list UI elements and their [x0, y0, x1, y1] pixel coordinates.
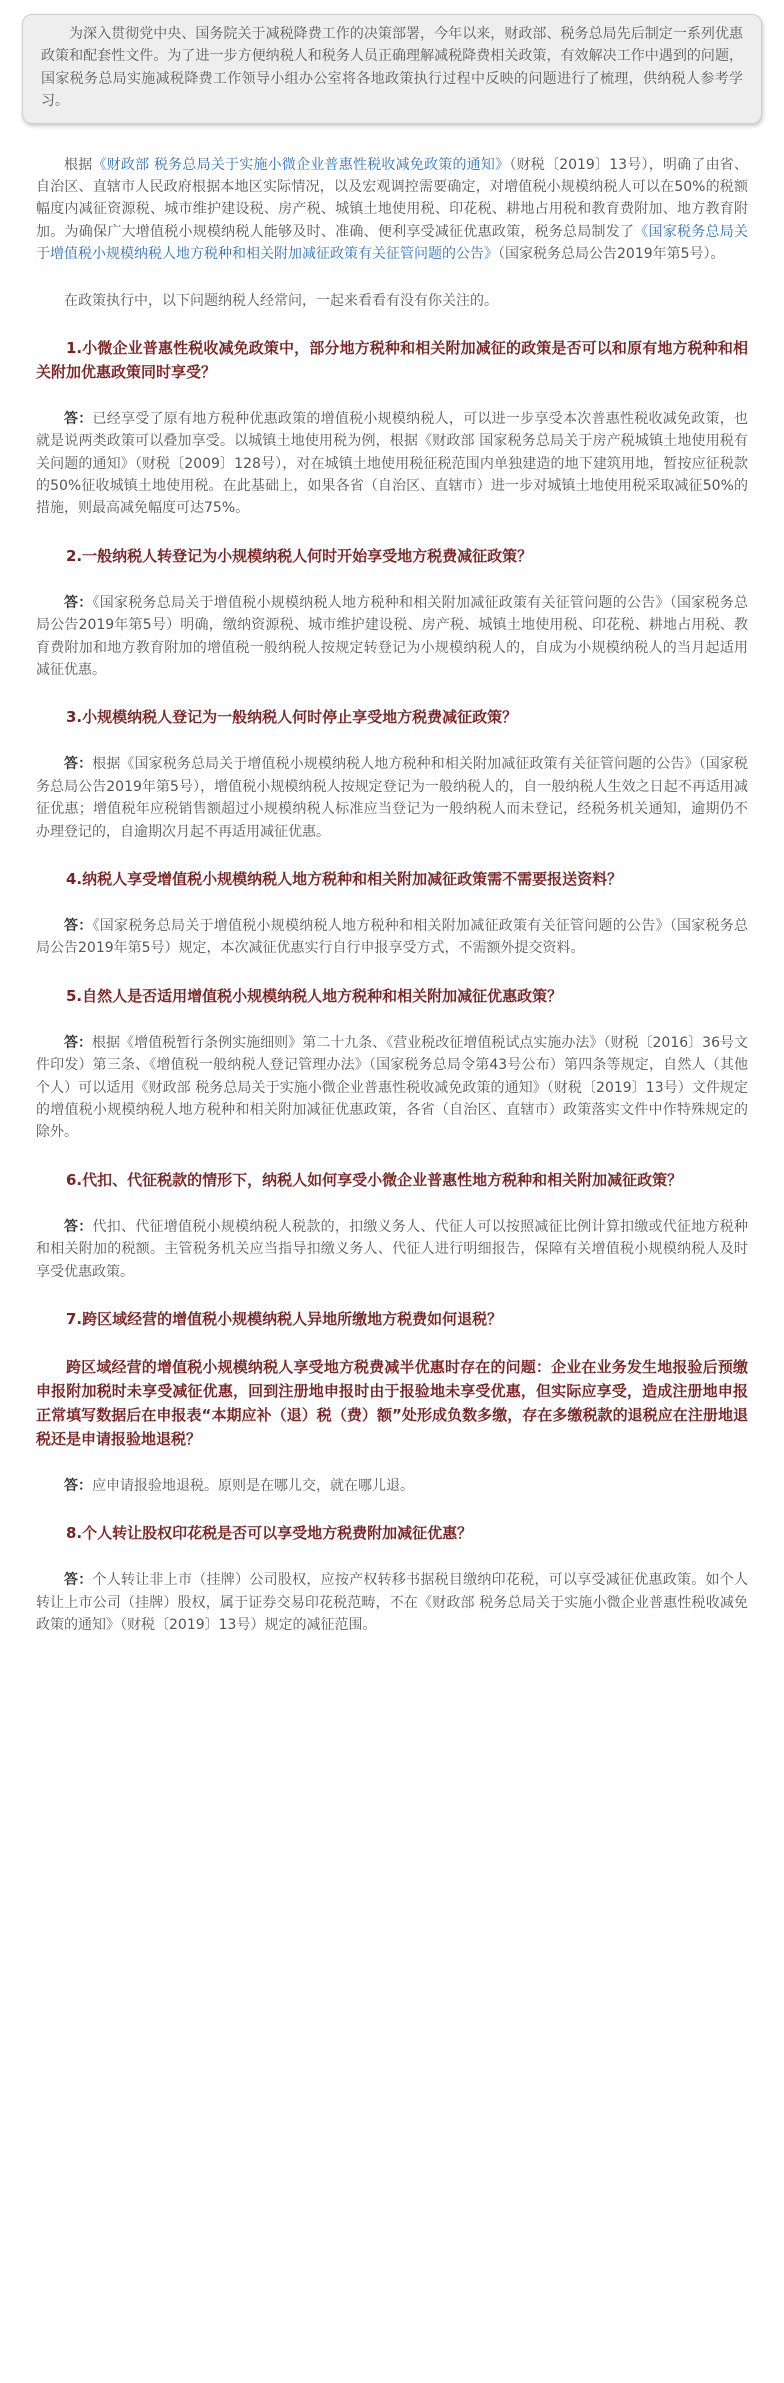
answer-label: 答：	[64, 410, 93, 427]
answer-label: 答：	[64, 1477, 92, 1494]
question-4: 4.纳税人享受增值税小规模纳税人地方税种和相关附加减征政策需不需要报送资料？	[66, 869, 623, 888]
question-7: 7.跨区域经营的增值税小规模纳税人异地所缴地方税费如何退税？	[66, 1309, 503, 1328]
answer-1	[22, 408, 762, 520]
answer-text: 《国家税务总局关于增值税小规模纳税人地方税种和相关附加减征政策有关征管问题的公告》（国家税务总局公告2019年第5号）规定，本次减征优惠实行自行申报享受方式，不需额外提交资料。	[36, 917, 748, 957]
answer-7	[22, 1475, 762, 1497]
answer-label: 答：	[64, 756, 93, 773]
answer-text: 《国家税务总局关于增值税小规模纳税人地方税种和相关附加减征政策有关征管问题的公告》（国家税务总局公告2019年第5号）明确，缴纳资源税、城市维护建设税、房产税、城镇土地使用税、印花税、耕地占用税、教育费附加和地方教育附加的增值税一般纳税人按规定转登记为小规模纳税人的，自成为小规模纳税人的当月起适用减征优惠。	[36, 594, 748, 679]
question-3: 3.小规模纳税人登记为一般纳税人何时停止享受地方税费减征政策？	[66, 708, 518, 727]
answer-text: 个人转让非上市（挂牌）公司股权，应按产权转移书据税目缴纳印花税，可以享受减征优惠政策。如个人转让上市公司（挂牌）股权，属于证券交易印花税范畴，不在《财政部 税务总局关于实施小微企业普惠性税收减免政策的通知》（财税〔2019〕13号）规定的减征范围。	[36, 1572, 749, 1634]
intro-text: 为深入贯彻党中央、国务院关于减税降费工作的决策部署，今年以来，财政部、税务总局先后制定一系列优惠政策和配套性文件。为了进一步方便纳税人和税务人员正确理解减税降费相关政策，有效解决工作中遇到的问题，国家税务总局实施减税降费工作领导小组办公室将各地政策执行过程中反映的问题进行了梳理，供纳税人参考学习。	[41, 26, 743, 110]
basis-text-1: 根据	[64, 156, 93, 173]
lead-paragraph: 在政策执行中，以下问题纳税人经常问，一起来看看有没有你关注的。	[64, 292, 498, 309]
answer-label: 答：	[64, 1034, 93, 1051]
answer-8	[22, 1569, 762, 1636]
problem-description: 跨区域经营的增值税小规模纳税人享受地方税费减半优惠时存在的问题：企业在业务发生地报验后预缴申报附加税时未享受减征优惠，回到注册地申报时由于报验地未享受优惠，但实际应享受，造成注册地申报正常填写数据后在申报表“本期应补（退）税（费）额”处形成负数多缴，存在多缴税款的退税应在注册地退税还是申请报验地退税？	[36, 1357, 748, 1448]
answer-text: 根据《增值税暂行条例实施细则》第二十九条、《营业税改征增值税试点实施办法》（财税〔2016〕36号文件印发）第三条、《增值税一般纳税人登记管理办法》（国家税务总局令第43号公布）第四条等规定，自然人（其他个人）可以适用《财政部 税务总局关于实施小微企业普惠性税收减免政策的通知》（财税〔2019〕13号）文件规定的增值税小规模纳税人地方税种和相关附加减征优惠政策，各省（自治区、直辖市）政策落实文件中作特殊规定的除外。	[36, 1034, 748, 1141]
answer-text: 根据《国家税务总局关于增值税小规模纳税人地方税种和相关附加减征政策有关征管问题的公告》（国家税务总局公告2019年第5号），增值税小规模纳税人按规定登记为一般纳税人的，自一般纳税人生效之日起不再适用减征优惠；增值税年应税销售额超过小规模纳税人标准应当登记为一般纳税人而未登记，经税务机关通知，逾期仍不办理登记的，自逾期次月起不再适用减征优惠。	[36, 756, 749, 840]
answer-text: 应申请报验地退税。原则是在哪儿交，就在哪儿退。	[92, 1477, 414, 1494]
question-8: 8.个人转让股权印花税是否可以享受地方税费附加减征优惠？	[66, 1524, 473, 1543]
intro-box	[22, 14, 762, 124]
answer-3	[22, 753, 762, 843]
question-2: 2.一般纳税人转登记为小规模纳税人何时开始享受地方税费减征政策？	[66, 546, 533, 565]
question-6: 6.代扣、代征税款的情形下，纳税人如何享受小微企业普惠性地方税种和相关附加减征政策？	[66, 1170, 683, 1189]
basis-text-3: （国家税务总局公告2019年第5号）。	[498, 246, 725, 263]
question-5: 5.自然人是否适用增值税小规模纳税人地方税种和相关附加减征优惠政策？	[66, 986, 563, 1005]
answer-6	[22, 1216, 762, 1283]
announcement-link[interactable]: 《国家税务总局关于增值税小规模纳税人地方税种和相关附加减征政策有关征管问题的公告》	[36, 223, 749, 263]
answer-text: 已经享受了原有地方税种优惠政策的增值税小规模纳税人，可以进一步享受本次普惠性税收减免政策，也就是说两类政策可以叠加享受。以城镇土地使用税为例，根据《财政部 国家税务总局关于房产税城镇土地使用税有关问题的通知》（财税〔2009〕128号），对在城镇土地使用税征税范围内单独建造的地下建筑用地，暂按应征税款的50%征收城镇土地使用税。在此基础上，如果各省（自治区、直辖市）进一步对城镇土地使用税采取减征50%的措施，则最高减免幅度可达75%。	[36, 410, 749, 517]
answer-2	[22, 592, 762, 682]
answer-label: 答：	[64, 1572, 93, 1589]
basis-text-2: （财税〔2019〕13号），明确了由省、自治区、直辖市人民政府根据本地区实际情况，以及宏观调控需要确定，对增值税小规模纳税人可以在50%的税额幅度内减征资源税、城市维护建设税、房产税、城镇土地使用税、印花税、耕地占用税和教育费附加、地方教育附加。为确保广大增值税小规模纳税人能够及时、准确、便利享受减征优惠政策，税务总局制发了	[36, 156, 749, 240]
answer-4	[22, 915, 762, 960]
question-1: 1.小微企业普惠性税收减免政策中，部分地方税种和相关附加减征的政策是否可以和原有地方税种和相关附加优惠政策同时享受？	[36, 338, 748, 381]
answer-label: 答：	[64, 1218, 93, 1235]
answer-label: 答：	[64, 594, 93, 611]
policy-notice-link[interactable]: 《财政部 税务总局关于实施小微企业普惠性税收减免政策的通知》	[92, 156, 510, 173]
policy-basis-paragraph	[22, 154, 762, 266]
answer-text: 代扣、代征增值税小规模纳税人税款的，扣缴义务人、代征人可以按照减征比例计算扣缴或代征地方税种和相关附加的税额。主管税务机关应当指导扣缴义务人、代征人进行明细报告，保障有关增值税小规模纳税人及时享受优惠政策。	[36, 1218, 749, 1280]
answer-5	[22, 1032, 762, 1144]
answer-label: 答：	[64, 917, 93, 934]
